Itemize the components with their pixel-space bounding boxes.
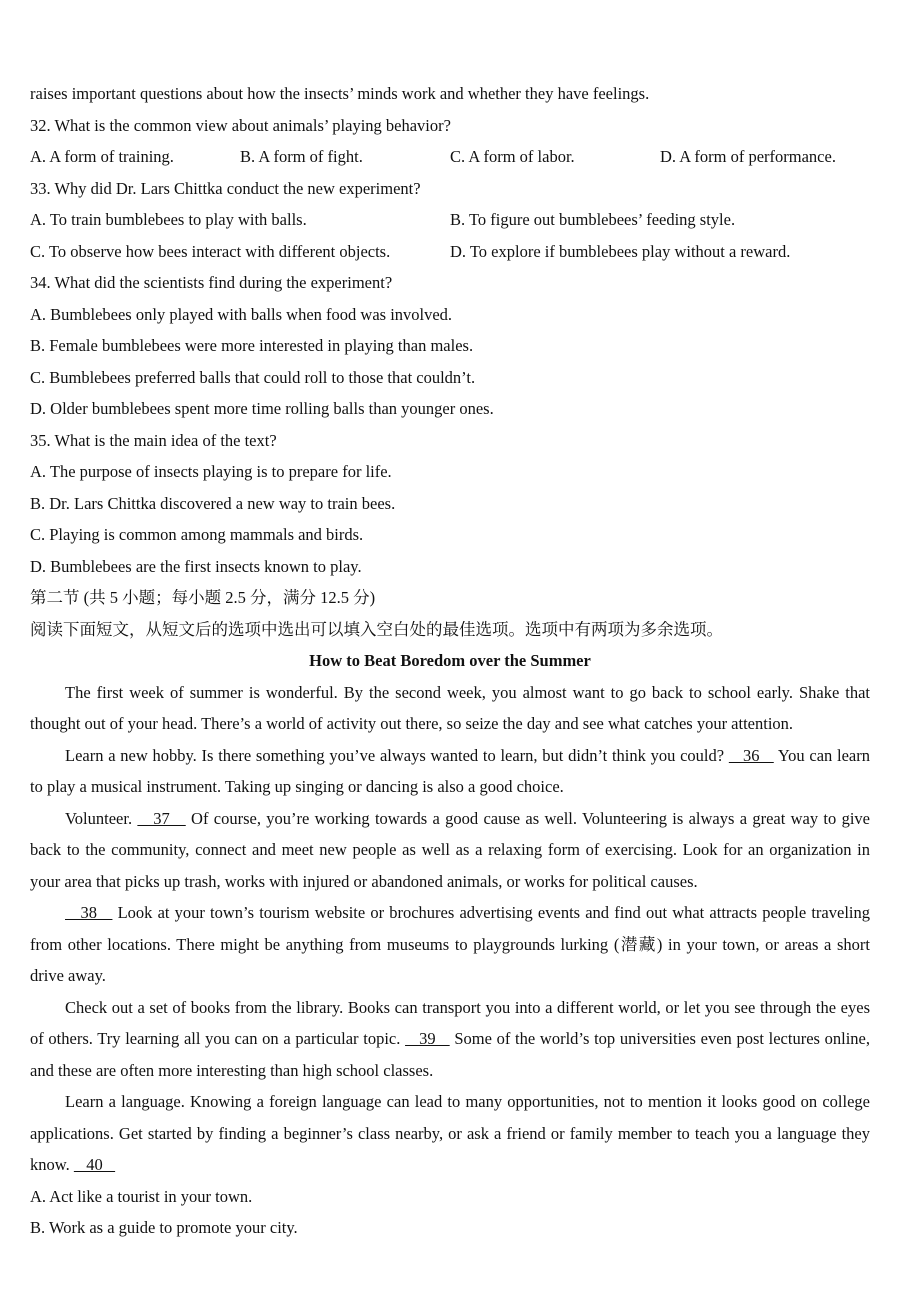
passage-tail: raises important questions about how the insects’ minds work and whether they have feelings. [30,84,650,103]
section-instruction: 阅读下面短文，从短文后的选项中选出可以填入空白处的最佳选项。选项中有两项为多余选项。 [30,619,723,639]
paragraph-5 [30,992,870,1087]
paragraph-4-text: Look at your town’s tourism website or brochures advertising events and find out what attracts people traveling from other locations. There might be anything from museums to playgrounds lurking (潜藏) in your town, or areas a short drive away. [30,903,870,985]
option-32-b: B. A form of fight. [240,147,363,166]
paragraph-5-text-b: Some of the world’s top universities even post lectures online, and these are often more interesting than high school classes. [30,1029,871,1080]
paragraph-3-text-a: Volunteer. [65,808,138,828]
blank-39: 39 [405,1029,450,1048]
option-35-b: B. Dr. Lars Chittka discovered a new way to train bees. [30,493,396,513]
paragraph-2 [30,740,870,803]
option-33-c: C. To observe how bees interact with different objects. [30,241,391,261]
question-33-stem: 33. Why did Dr. Lars Chittka conduct the new experiment? [30,178,421,198]
passage-title: How to Beat Boredom over the Summer [309,651,591,670]
paragraph-6 [30,1086,870,1181]
question-34-stem: 34. What did the scientists find during the experiment? [30,273,393,292]
paragraph-4 [30,897,870,992]
option-35-a: A. The purpose of insects playing is to prepare for life. [30,462,392,481]
option-33-d: D. To explore if bumblebees play without a reward. [450,241,791,261]
paragraph-6-text: Learn a language. Knowing a foreign language can lead to many opportunities, not to mention it looks good on college applications. Get started by finding a beginner’s class nearby, or ask a friend or family member to teach you a language they know. [30,1092,870,1174]
option-35-c: C. Playing is common among mammals and birds. [30,525,364,544]
option-34-d: D. Older bumblebees spent more time rolling balls than younger ones. [30,399,494,418]
option-32-c: C. A form of labor. [450,147,575,166]
question-32-options [30,141,870,173]
question-32-stem: 32. What is the common view about animals’ playing behavior? [30,115,451,135]
paragraph-5-text-a: Check out a set of books from the library. Books can transport you into a different world, or let you see through the eyes of others. Try learning all you can on a particular topic. [30,997,870,1048]
option-34-c: C. Bumblebees preferred balls that could roll to those that couldn’t. [30,367,476,387]
option-35-d: D. Bumblebees are the first insects known to play. [30,556,362,576]
section-header: 第二节 (共 5 小题；每小题 2.5 分，满分 12.5 分) [30,588,376,607]
option-33-b: B. To figure out bumblebees’ feeding style. [450,210,736,229]
question-35-stem: 35. What is the main idea of the text? [30,430,277,450]
question-33-options-row2 [30,236,870,268]
paragraph-3 [30,803,870,898]
paragraph-3-text-b: Of course, you’re working towards a good cause as well. Volunteering is always a great way to give back to the community, connect and meet new people as well as a relaxing form of exercising. Look for an organization in your area that picks up trash, works with injured or abandoned animals, or works for political causes. [30,808,870,891]
paragraph-2-text-b: You can learn to play a musical instrument. Taking up singing or dancing is also a good choice. [30,745,871,796]
paragraph-2-text-a: Learn a new hobby. Is there something you’ve always wanted to learn, but didn’t think you could? [65,745,729,765]
option-32-d: D. A form of performance. [660,147,836,166]
option-34-b: B. Female bumblebees were more interested in playing than males. [30,336,474,355]
blank-37: 37 [137,808,186,828]
paragraph-1: The first week of summer is wonderful. By the second week, you almost want to go back to school early. Shake that thought out of your head. There’s a world of activity out there, so seize the day and see what catches your attention. [30,682,870,733]
blank-36: 36 [728,745,774,765]
blank-40: 40 [73,1155,116,1174]
option-32-a: A. A form of training. [30,147,174,166]
exam-page [30,78,870,1244]
option-33-a: A. To train bumblebees to play with balls. [30,210,307,229]
blank-38: 38 [65,903,113,922]
answer-option-a: A. Act like a tourist in your town. [30,1186,253,1206]
option-34-a: A. Bumblebees only played with balls when food was involved. [30,304,453,324]
question-33-options-row1 [30,204,870,236]
answer-option-b: B. Work as a guide to promote your city. [30,1218,298,1237]
